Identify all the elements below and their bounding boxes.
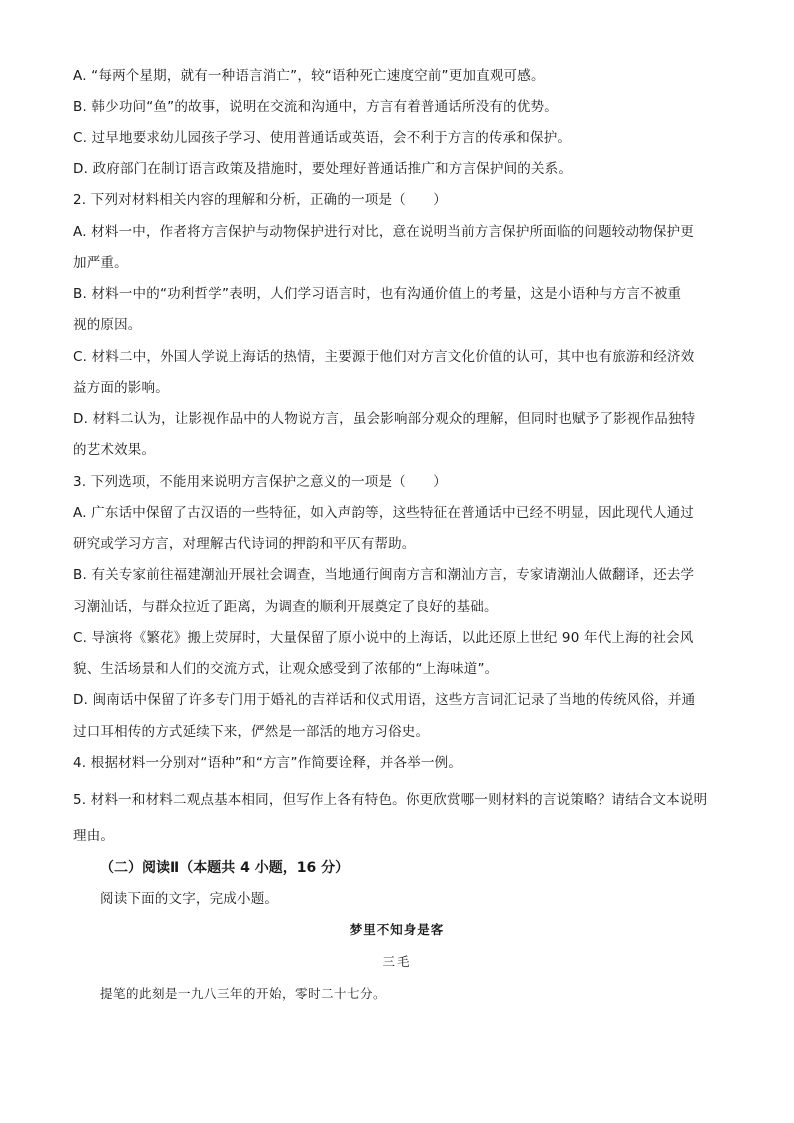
option-a-q3-cont: 研究或学习方言，对理解古代诗词的押韵和平仄有帮助。 bbox=[73, 536, 416, 552]
option-c-q3-cont: 貌、生活场景和人们的交流方式，让观众感受到了浓郁的“上海味道”。 bbox=[73, 661, 499, 677]
option-c-q2: C. 材料二中，外国人学说上海话的热情，主要源于他们对方言文化价值的认可，其中也有旅游和经济效 bbox=[73, 349, 695, 365]
option-b-q3: B. 有关专家前往福建潮汕开展社会调查，当地通行闽南方言和潮汕方言，专家请潮汕人做翻译，还去学 bbox=[73, 567, 695, 583]
option-b-q3-cont: 习潮汕话，与群众拉近了距离，为调查的顺利开展奠定了良好的基础。 bbox=[73, 599, 498, 615]
option-a-q2: A. 材料一中，作者将方言保护与动物保护进行对比，意在说明当前方言保护所面临的问题较动物保护更 bbox=[73, 224, 694, 240]
article-title: 梦里不知身是客 bbox=[349, 922, 445, 937]
article-first-line: 提笔的此刻是一九八三年的开始，零时二十七分。 bbox=[100, 986, 387, 1001]
question-5-cont: 理由。 bbox=[73, 828, 115, 844]
question-5: 5. 材料一和材料二观点基本相同，但写作上各有特色。你更欣赏哪一则材料的言说策略？请结合文本说明 bbox=[73, 792, 708, 808]
option-a-q2-cont: 加严重。 bbox=[73, 255, 128, 271]
option-d-q2-cont: 的艺术效果。 bbox=[73, 442, 156, 458]
question-3: 3. 下列选项，不能用来说明方言保护之意义的一项是（ ） bbox=[73, 474, 447, 490]
option-b-q1: B. 韩少功问“鱼”的故事，说明在交流和沟通中，方言有着普通话所没有的优势。 bbox=[73, 99, 558, 115]
section-heading: （二）阅读Ⅱ（本题共 4 小题，16 分） bbox=[100, 860, 350, 876]
option-c-q3: C. 导演将《繁花》搬上荧屏时，大量保留了原小说中的上海话，以此还原上世纪 90 年代上海的社会风 bbox=[73, 630, 694, 646]
option-b-q2-cont: 视的原因。 bbox=[73, 317, 142, 333]
option-b-q2: B. 材料一中的“功利哲学”表明，人们学习语言时，也有沟通价值上的考量，这是小语种与方言不被重 bbox=[73, 286, 682, 302]
option-a-q1: A. “每两个星期，就有一种语言消亡”，较“语种死亡速度空前”更加直观可感。 bbox=[73, 68, 545, 84]
option-d-q3-cont: 过口耳相传的方式延续下来，俨然是一部活的地方习俗史。 bbox=[73, 724, 430, 740]
option-c-q1: C. 过早地要求幼儿园孩子学习、使用普通话或英语，会不利于方言的传承和保护。 bbox=[73, 130, 572, 146]
option-a-q3: A. 广东话中保留了古汉语的一些特征，如入声韵等，这些特征在普通话中已经不明显，因此现代人通过 bbox=[73, 505, 694, 521]
option-c-q2-cont: 益方面的影响。 bbox=[73, 380, 169, 396]
option-d-q3: D. 闽南话中保留了许多专门用于婚礼的吉祥话和仪式用语，这些方言词汇记录了当地的传统风俗，并通 bbox=[73, 692, 696, 708]
option-d-q2: D. 材料二认为，让影视作品中的人物说方言，虽会影响部分观众的理解，但同时也赋予了影视作品独特 bbox=[73, 411, 696, 427]
article-author: 三毛 bbox=[382, 954, 412, 969]
question-4: 4. 根据材料一分别对“语种”和“方言”作简要诠释，并各举一例。 bbox=[73, 755, 463, 771]
option-d-q1: D. 政府部门在制订语言政策及措施时，要处理好普通话推广和方言保护间的关系。 bbox=[73, 161, 573, 177]
question-2: 2. 下列对材料相关内容的理解和分析，正确的一项是（ ） bbox=[73, 192, 447, 208]
reading-instruction: 阅读下面的文字，完成小题。 bbox=[100, 891, 279, 907]
